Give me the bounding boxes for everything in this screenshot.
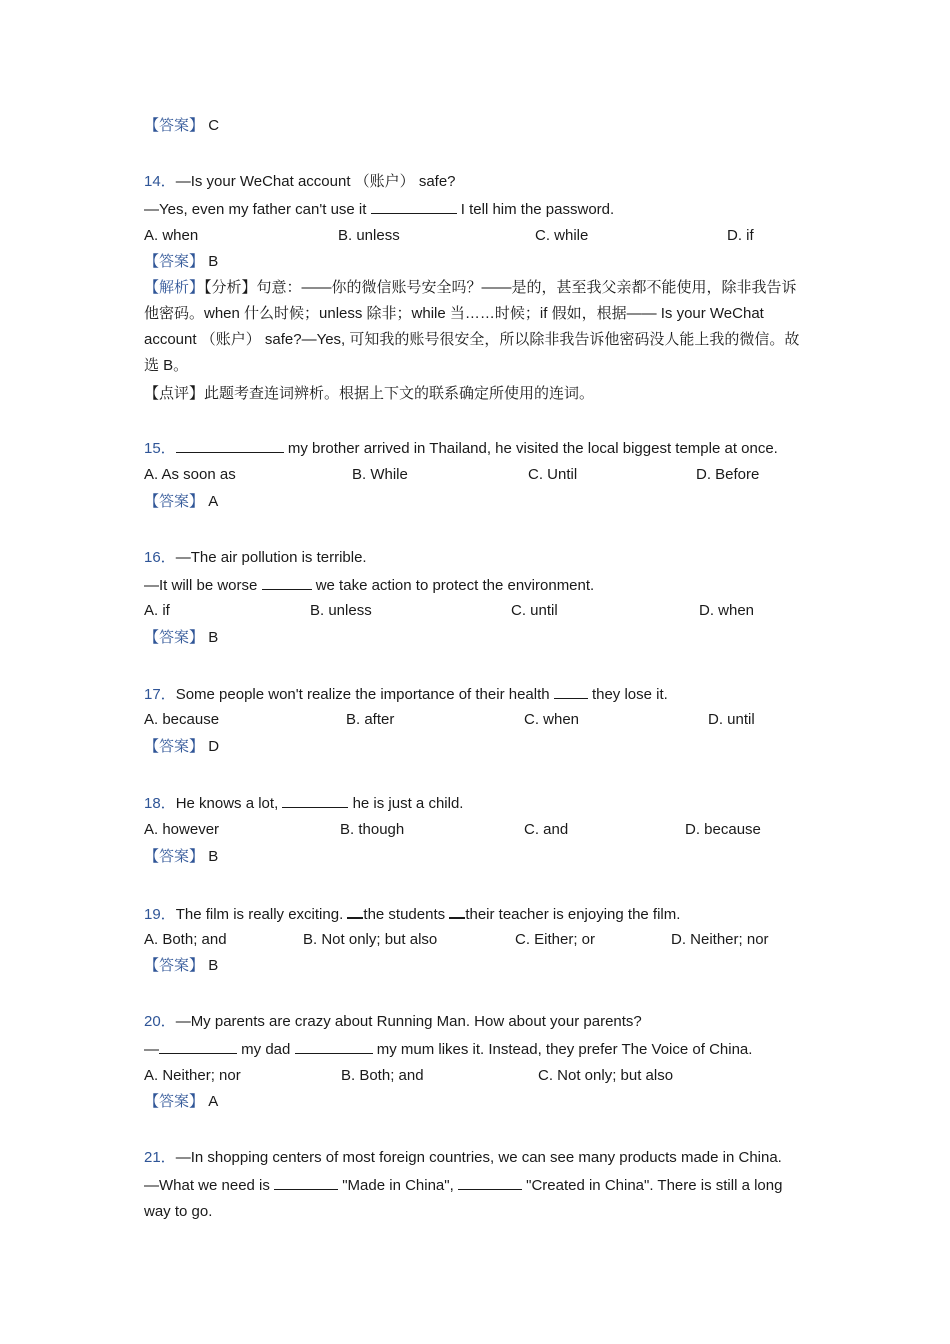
- question-text: —My parents are crazy about Running Man. How about your parents?: [175, 1013, 642, 1030]
- option-a: A. As soon as: [144, 466, 236, 483]
- blank: [282, 793, 348, 808]
- option-b: B. unless: [310, 602, 372, 619]
- option-a: A. if: [144, 602, 170, 619]
- question-text: The film is really exciting.: [175, 906, 348, 923]
- analysis-label: 【解析】: [144, 279, 205, 296]
- q17-answer: [144, 737, 219, 757]
- text: —It will be worse: [144, 577, 262, 594]
- text: —What we need is: [144, 1177, 275, 1194]
- option-a: A. Both; and: [144, 931, 227, 948]
- q17-stem: [144, 684, 668, 705]
- answer-label: 【答案】: [144, 738, 205, 755]
- question-text: they lose it.: [587, 686, 668, 703]
- q18-stem: [144, 793, 463, 814]
- answer-label: 【答案】: [144, 957, 205, 974]
- answer-value: A: [208, 493, 219, 510]
- text: "Made in China",: [338, 1177, 458, 1194]
- question-number: 15．: [144, 440, 176, 457]
- q14-analysis: [144, 275, 808, 379]
- blank: [176, 438, 284, 453]
- q20-stem: [144, 1012, 642, 1032]
- blank: [295, 1039, 373, 1054]
- option-c: C. Not only; but also: [538, 1067, 674, 1084]
- text: I tell him the password.: [456, 201, 615, 218]
- option-b: B. after: [346, 711, 395, 728]
- blank: [347, 903, 363, 919]
- option-b: B. Not only; but also: [303, 931, 438, 948]
- option-b: B. While: [352, 466, 408, 483]
- question-text: —Is your WeChat account （账户） safe?: [175, 173, 456, 190]
- answer-value: C: [208, 117, 220, 134]
- q16-answer: [144, 628, 218, 648]
- blank: [458, 1175, 522, 1190]
- q14-stem: [144, 172, 456, 192]
- analysis-text: 【分析】句意：——你的微信账号安全吗？——是的，甚至我父亲都不能使用，除非我告诉他密码。when 什么时候；unless 除非；while 当……时候；if 假如，根据—— Is your WeChat account （账户） safe?—Yes, 可知我的账号很安全，所以除非我告诉他密码没人能上我的微信。故选 B。: [144, 279, 800, 374]
- option-d: D. Before: [696, 466, 760, 483]
- option-c: C. until: [511, 602, 558, 619]
- blank: [274, 1175, 338, 1190]
- answer-label: 【答案】: [144, 629, 205, 646]
- q19-answer: [144, 956, 218, 976]
- q20-line2: [144, 1039, 752, 1060]
- option-b: B. Both; and: [341, 1067, 424, 1084]
- text: my dad: [237, 1041, 295, 1058]
- answer-value: B: [208, 629, 219, 646]
- option-d: D. when: [699, 602, 755, 619]
- question-number: 21．: [144, 1149, 176, 1166]
- q21-stem: [144, 1148, 782, 1168]
- q14-comment: 【点评】此题考查连词辨析。根据上下文的联系确定所使用的连词。: [144, 385, 595, 402]
- blank: [159, 1039, 237, 1054]
- question-text: —The air pollution is terrible.: [175, 549, 367, 566]
- question-text: my brother arrived in Thailand, he visited the local biggest temple at once.: [283, 440, 778, 457]
- question-text: their teacher is enjoying the film.: [465, 906, 681, 923]
- option-d: D. until: [708, 711, 755, 728]
- option-d: D. because: [685, 821, 761, 838]
- answer-label: 【答案】: [144, 117, 205, 134]
- option-c: C. Either; or: [515, 931, 596, 948]
- answer-label: 【答案】: [144, 1093, 205, 1110]
- answer-value: A: [208, 1093, 219, 1110]
- option-a: A. Neither; nor: [144, 1067, 241, 1084]
- option-a: A. however: [144, 821, 220, 838]
- option-c: C. when: [524, 711, 580, 728]
- answer-label: 【答案】: [144, 848, 205, 865]
- question-number: 18．: [144, 795, 176, 812]
- option-d: D. Neither; nor: [671, 931, 769, 948]
- blank: [554, 684, 588, 699]
- option-d: D. if: [727, 227, 754, 244]
- answer-value: B: [208, 253, 219, 270]
- q19-stem: [144, 903, 680, 925]
- q21-line2: [144, 1175, 782, 1196]
- text: we take action to protect the environment.: [311, 577, 595, 594]
- question-number: 17．: [144, 686, 176, 703]
- q20-answer: [144, 1092, 218, 1112]
- q14-line2: [144, 199, 614, 220]
- answer-value: D: [208, 738, 220, 755]
- option-c: C. and: [524, 821, 569, 838]
- text: —: [144, 1041, 159, 1058]
- question-text: —In shopping centers of most foreign countries, we can see many products made in China.: [175, 1149, 782, 1166]
- option-c: C. while: [535, 227, 589, 244]
- blank: [449, 903, 465, 919]
- q15-answer: [144, 492, 218, 512]
- text: —Yes, even my father can't use it: [144, 201, 371, 218]
- blank: [371, 199, 457, 214]
- q13-answer: [144, 116, 219, 136]
- option-a: A. because: [144, 711, 220, 728]
- q16-line2: [144, 575, 594, 596]
- question-number: 14．: [144, 173, 176, 190]
- option-b: B. though: [340, 821, 405, 838]
- answer-label: 【答案】: [144, 253, 205, 270]
- q15-stem: [144, 438, 778, 459]
- q21-line3: way to go.: [144, 1203, 213, 1220]
- question-text: Some people won't realize the importance of their health: [175, 686, 554, 703]
- q14-answer: [144, 252, 218, 272]
- answer-label: 【答案】: [144, 493, 205, 510]
- question-number: 19．: [144, 906, 176, 923]
- question-text: He knows a lot,: [175, 795, 283, 812]
- option-b: B. unless: [338, 227, 400, 244]
- text: my mum likes it. Instead, they prefer The Voice of China.: [372, 1041, 753, 1058]
- question-number: 20．: [144, 1013, 176, 1030]
- blank: [262, 575, 312, 590]
- option-a: A. when: [144, 227, 199, 244]
- question-number: 16．: [144, 549, 176, 566]
- answer-value: B: [208, 957, 219, 974]
- question-text: the students: [363, 906, 450, 923]
- answer-value: B: [208, 848, 219, 865]
- text: "Created in China". There is still a long: [521, 1177, 783, 1194]
- option-c: C. Until: [528, 466, 578, 483]
- q18-answer: [144, 847, 218, 867]
- question-text: he is just a child.: [348, 795, 464, 812]
- q16-stem: [144, 548, 367, 568]
